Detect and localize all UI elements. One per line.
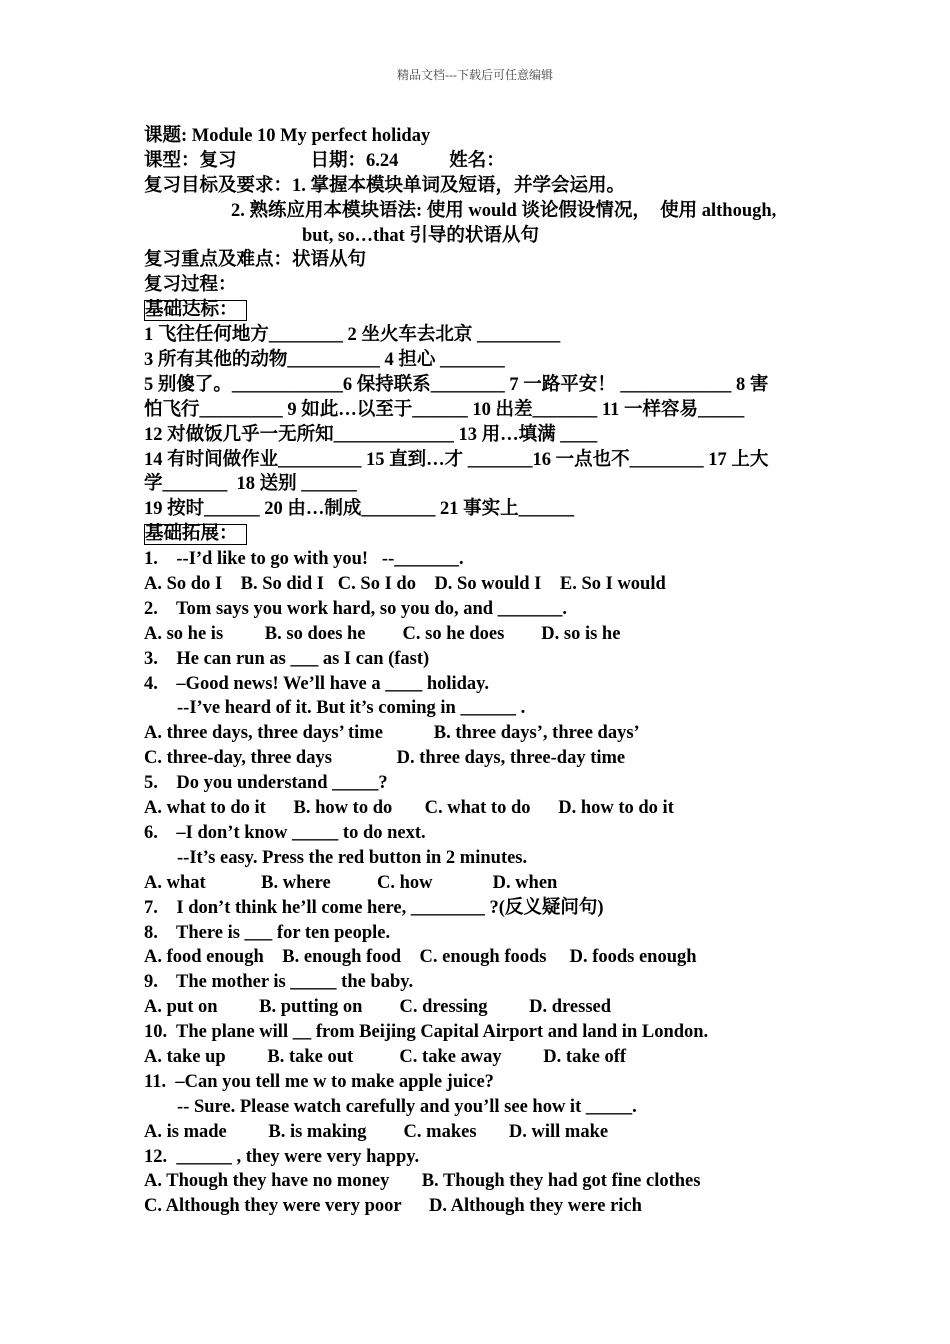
text-line: 14 有时间做作业_________ 15 直到…才 _______16 一点也不________ 17 上大 [144, 449, 769, 470]
text-line: 3 所有其他的动物__________ 4 担心 _______ [144, 350, 505, 371]
text-line: A. what B. where C. how D. when [144, 872, 558, 893]
text-line: 5. Do you understand _____? [144, 773, 388, 794]
text-line: C. Although they were very poor D. Although they were rich [144, 1196, 642, 1217]
text-line: 6. –I don’t know _____ to do next. [144, 822, 426, 843]
text-line [144, 522, 824, 547]
text-line: A. So do I B. So did I C. So I do D. So would I E. So I would [144, 574, 666, 595]
text-line: A. what to do it B. how to do C. what to do D. how to do it [144, 798, 674, 819]
text-line: 复习重点及难点：状语从句 [144, 250, 367, 271]
text-line: 复习过程： [144, 275, 237, 296]
text-line: 11. –Can you tell me w to make apple juice? [144, 1071, 494, 1092]
text-line: 1. --I’d like to go with you! --_______. [144, 549, 464, 570]
text-line: A. Though they have no money B. Though they had got fine clothes [144, 1171, 701, 1192]
section-heading: 基础拓展： [144, 524, 247, 545]
text-line: --I’ve heard of it. But it’s coming in ______ . [177, 698, 526, 719]
text-line: A. take up B. take out C. take away D. take off [144, 1046, 627, 1067]
text-line: 2. Tom says you work hard, so you do, and _______. [144, 598, 568, 619]
text-line: 7. I don’t think he’ll come here, ________ ?(反义疑问句) [144, 897, 604, 918]
text-line: C. three-day, three days D. three days, three-day time [144, 748, 626, 769]
text-line: 10. The plane will __ from Beijing Capital Airport and land in London. [144, 1022, 709, 1043]
text-line: 怕飞行_________ 9 如此…以至于______ 10 出差_______ 11 一样容易_____ [144, 399, 745, 420]
text-line: -- Sure. Please watch carefully and you’ll see how it _____. [177, 1096, 637, 1117]
text-line: 19 按时______ 20 由…制成________ 21 事实上______ [144, 499, 575, 520]
text-line: A. so he is B. so does he C. so he does D. so is he [144, 623, 621, 644]
text-line: 复习目标及要求：1. 掌握本模块单词及短语，并学会运用。 [144, 175, 626, 196]
text-line: --It’s easy. Press the red button in 2 minutes. [177, 847, 528, 868]
text-line: 8. There is ___ for ten people. [144, 922, 391, 943]
text-line: 1 飞往任何地方________ 2 坐火车去北京 _________ [144, 325, 561, 346]
text-line: 12. ______ , they were very happy. [144, 1146, 420, 1167]
text-line: A. put on B. putting on C. dressing D. dressed [144, 997, 612, 1018]
document-body [144, 124, 824, 1219]
text-line: 12 对做饭几乎一无所知_____________ 13 用…填满 ____ [144, 424, 598, 445]
section-heading: 基础达标： [144, 300, 247, 321]
text-line: 课型：复习 日期：6.24 姓名： [144, 150, 505, 171]
text-line: 学_______ 18 送别 ______ [144, 474, 357, 495]
text-line: 5 别傻了。____________6 保持联系________ 7 一路平安！ ____________ 8 害 [144, 374, 769, 395]
text-line [144, 298, 824, 323]
text-line: A. is made B. is making C. makes D. will make [144, 1121, 609, 1142]
text-line: 9. The mother is _____ the baby. [144, 972, 414, 993]
text-line: 2. 熟练应用本模块语法: 使用 would 谈论假设情况， 使用 although, [231, 200, 777, 221]
text-line: A. three days, three days’ time B. three days’, three days’ [144, 723, 640, 744]
text-line: 3. He can run as ___ as I can (fast) [144, 648, 430, 669]
page-header: 精品文档---下载后可任意编辑 [397, 68, 553, 82]
text-line: A. food enough B. enough food C. enough foods D. foods enough [144, 947, 697, 968]
text-line: 4. –Good news! We’ll have a ____ holiday. [144, 673, 490, 694]
text-line: but, so…that 引导的状语从句 [302, 225, 539, 246]
text-line: 课题: Module 10 My perfect holiday [144, 126, 431, 146]
